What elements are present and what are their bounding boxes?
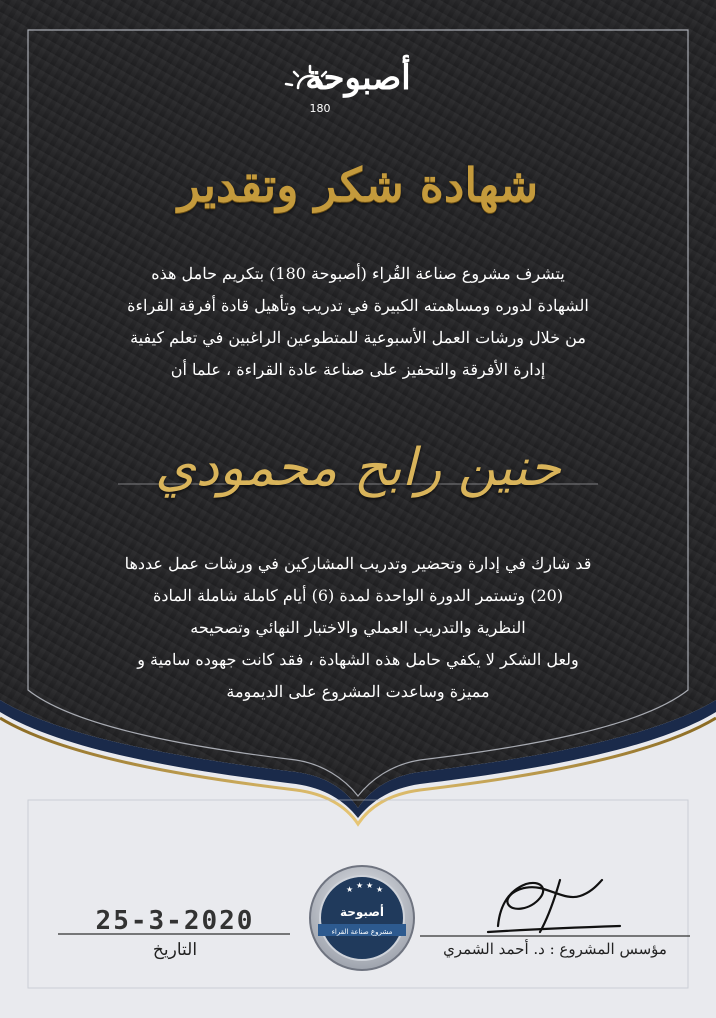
date-value: 25-3-2020 bbox=[95, 906, 255, 936]
stamp-subtitle: مشروع صناعة القراء bbox=[331, 928, 393, 936]
logo-number: 180 bbox=[309, 102, 331, 115]
detail-line: النظرية والتدريب العملي والاختبار النهائي وتصحيحه bbox=[190, 618, 526, 637]
founder-label: مؤسس المشروع : د. أحمد الشمري bbox=[443, 940, 667, 958]
detail-line: (20) وتستمر الدورة الواحدة لمدة (6) أيام كاملة شاملة المادة bbox=[152, 586, 564, 605]
detail-paragraph bbox=[70, 548, 646, 708]
stamp-name: أصبوحة bbox=[339, 905, 385, 919]
recipient-name: حنين رابح محمودي bbox=[155, 438, 561, 498]
svg-text:★: ★ bbox=[356, 881, 364, 890]
intro-line: يتشرف مشروع صناعة القُراء (أصبوحة 180) بتكريم حامل هذه bbox=[151, 264, 565, 283]
svg-text:★: ★ bbox=[366, 881, 374, 890]
intro-line: من خلال ورشات العمل الأسبوعية للمتطوعين الراغبين في تعلم كيفية bbox=[130, 328, 586, 347]
detail-line: ولعل الشكر لا يكفي حامل هذه الشهادة ، فقد كانت جهوده سامية و bbox=[137, 650, 579, 669]
detail-line: مميزة وساعدت المشروع على الديمومة bbox=[226, 682, 490, 701]
logo-wordmark: أصبوحة bbox=[305, 58, 411, 98]
detail-line: قد شارك في إدارة وتحضير وتدريب المشاركين في ورشات عمل عددها bbox=[124, 554, 592, 573]
svg-text:★: ★ bbox=[376, 885, 384, 894]
intro-paragraph bbox=[78, 258, 638, 386]
date-label: التاريخ bbox=[152, 940, 198, 960]
intro-line: الشهادة لدوره ومساهمته الكبيرة في تدريب وتأهيل قادة أفرقة القراءة bbox=[127, 296, 589, 315]
certificate-title: شهادة شكر وتقدير bbox=[177, 158, 539, 212]
intro-line: إدارة الأفرقة والتحفيز على صناعة عادة القراءة ، علما أن bbox=[170, 360, 546, 379]
svg-text:★: ★ bbox=[346, 885, 354, 894]
